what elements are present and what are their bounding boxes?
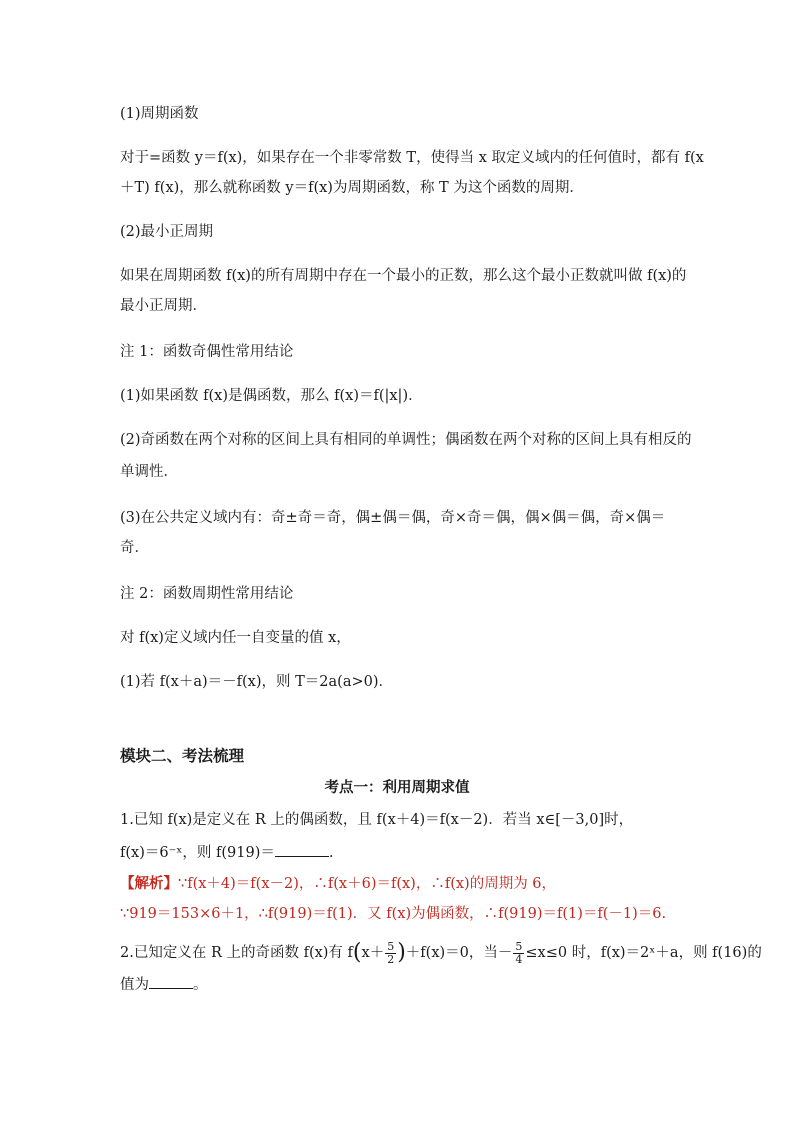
module-heading: 模块二、考法梳理: [120, 746, 245, 765]
question2-text-b: x＋: [361, 945, 385, 961]
paragraph-min-period-line2: 最小正周期．: [120, 298, 207, 314]
fraction-denominator: 2: [387, 952, 395, 966]
question2-text-d: ≤x≤0 时，f(x)＝2ˣ＋a，则 f(16)的: [525, 945, 762, 961]
topic-heading: 考点一：利用周期求值: [324, 779, 470, 796]
paragraph-periodic-definition-line2: ＋T) f(x)，那么就称函数 y＝f(x)为周期函数，称 T 为这个函数的周期．: [120, 180, 584, 196]
solution-line2: ∵919＝153×6＋1，∴f(919)＝f(1)．又 f(x)为偶函数，∴f(919)＝f(1)＝f(－1)＝6.: [120, 906, 667, 922]
solution-line1: [120, 874, 556, 894]
right-paren: ): [397, 940, 406, 965]
question2-text-c: ＋f(x)＝0，当－: [405, 945, 513, 961]
section-min-period-title: (2)最小正周期: [120, 224, 214, 240]
fraction-five-halves: [385, 941, 396, 966]
note1-title: 注 1：函数奇偶性常用结论: [120, 344, 294, 360]
solution-tag: 【解析】: [120, 875, 178, 892]
question1-line1: 1.已知 f(x)是定义在 R 上的偶函数，且 f(x＋4)＝f(x－2)．若当 x∈[－3,0]时，: [120, 812, 634, 828]
answer-blank: [275, 842, 329, 857]
note1-item3-line1: (3)在公共定义域内有：奇±奇＝奇，偶±偶＝偶，奇×奇＝偶，偶×偶＝偶，奇×偶＝: [120, 510, 666, 526]
question2-line1: [120, 940, 762, 966]
solution-text1: ∵f(x＋4)＝f(x－2)，∴f(x＋6)＝f(x)，∴f(x)的周期为 6，: [178, 876, 557, 892]
note2-intro: 对 f(x)定义域内任一自变量的值 x，: [120, 630, 351, 646]
fraction-denominator: 4: [515, 952, 523, 966]
left-paren: (: [352, 940, 362, 965]
answer-blank: [149, 974, 193, 989]
question2-text-a: 2.已知定义在 R 上的奇函数 f(x)有 f: [120, 945, 353, 961]
question1-text: f(x)＝6⁻ˣ，则 f(919)＝: [120, 845, 275, 861]
note2-item1: (1)若 f(x＋a)＝－f(x)，则 T＝2a(a>0)．: [120, 674, 393, 690]
note1-item1: (1)如果函数 f(x)是偶函数，那么 f(x)＝f(|x|)．: [120, 388, 423, 404]
note1-item2-line2: 单调性．: [120, 464, 178, 480]
note1-item3-line2: 奇．: [120, 540, 149, 556]
fraction-numerator: 5: [515, 939, 523, 953]
fraction-numerator: 5: [387, 939, 395, 953]
question2-line2: [120, 974, 208, 995]
section-periodic-function-title: (1)周期函数: [120, 106, 199, 122]
note1-item2-line1: (2)奇函数在两个对称的区间上具有相同的单调性；偶函数在两个对称的区间上具有相反的: [120, 432, 692, 448]
question2-end: 。: [193, 977, 208, 993]
paragraph-periodic-definition-line1: 对于=函数 y＝f(x)，如果存在一个非零常数 T，使得当 x 取定义域内的任何值时，都有 f(x: [120, 150, 704, 166]
paragraph-min-period-line1: 如果在周期函数 f(x)的所有周期中存在一个最小的正数，那么这个最小正数就叫做 f(x)的: [120, 268, 687, 284]
question2-text-value: 值为: [120, 977, 149, 993]
question1-end: .: [328, 845, 334, 861]
note2-title: 注 2：函数周期性常用结论: [120, 586, 294, 602]
fraction-five-quarters: [513, 941, 524, 966]
question1-line2: [120, 842, 333, 863]
